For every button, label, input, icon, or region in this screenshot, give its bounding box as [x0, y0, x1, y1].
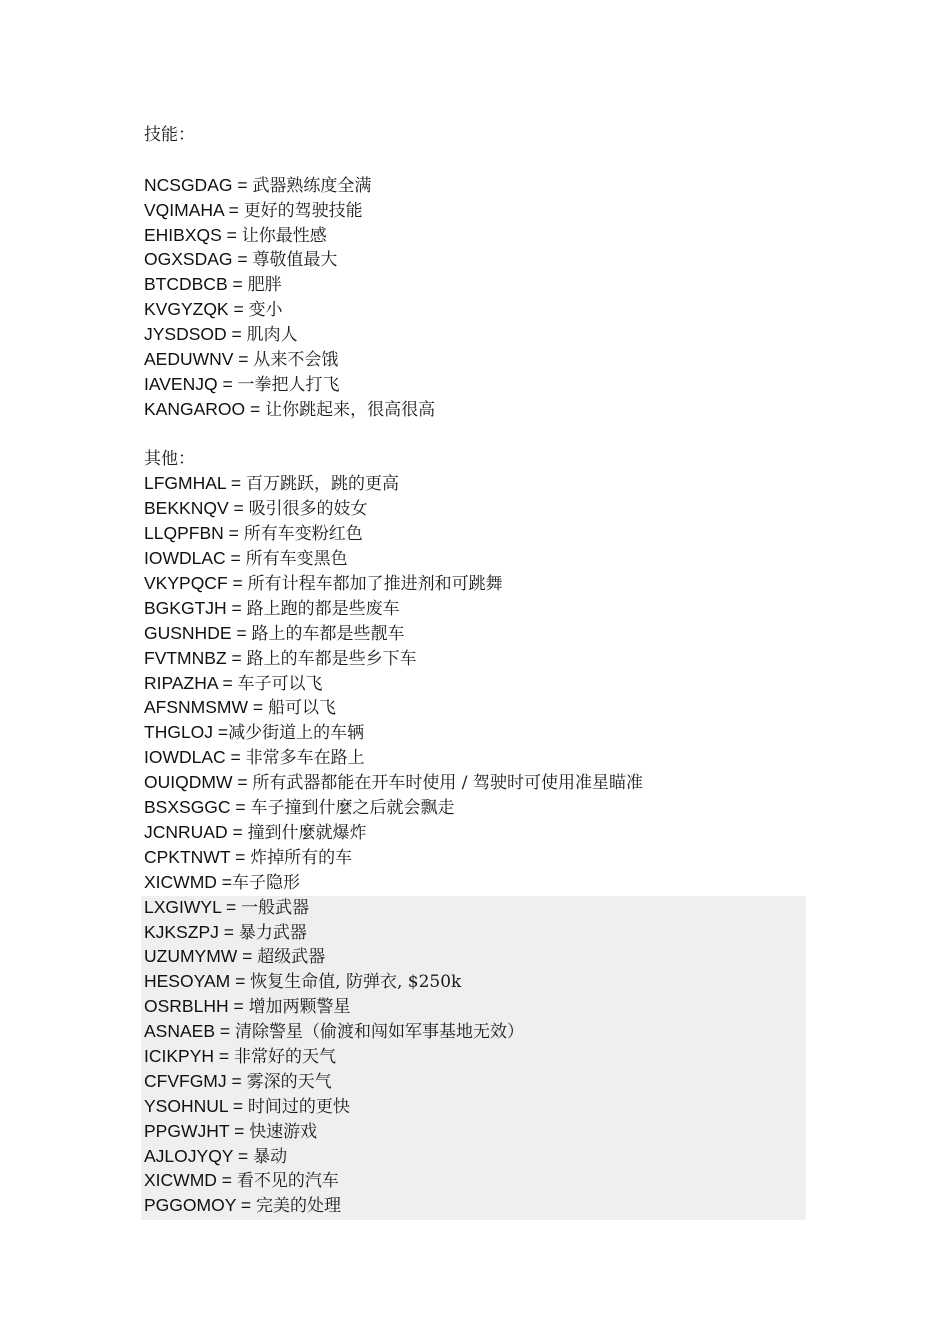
other-entry: [144, 496, 806, 521]
cheat-code: AFSNMSMW =: [144, 697, 268, 718]
cheat-code: AJLOJYQY =: [144, 1145, 254, 1166]
other-entry: [144, 671, 806, 696]
other-entry: [144, 521, 806, 546]
skills-heading: 技能：: [144, 125, 195, 145]
other-entry: [144, 845, 806, 870]
other-entry: [144, 745, 806, 770]
cheat-code: LXGIWYL =: [144, 896, 242, 917]
cheat-description: 一般武器: [241, 897, 310, 918]
skills-entry: [144, 372, 806, 397]
cheat-description: 更好的驾驶技能: [243, 200, 363, 221]
cheat-code: OGXSDAG =: [144, 249, 253, 270]
cheat-code: BSXSGGC =: [144, 797, 251, 818]
cheat-code: JYSDSOD =: [144, 324, 247, 345]
cheat-code: CFVFGMJ =: [144, 1070, 247, 1091]
highlighted-entry: [144, 1144, 806, 1169]
highlighted-entry: [144, 1044, 806, 1069]
cheat-description: 撞到什麼就爆炸: [247, 822, 367, 843]
cheat-code: HESOYAM =: [144, 971, 251, 992]
cheat-code: KANGAROO =: [144, 398, 266, 419]
cheat-code: IOWDLAC =: [144, 548, 246, 569]
cheat-description: 看不见的汽车: [236, 1171, 339, 1192]
highlighted-entry: [144, 1019, 806, 1044]
cheat-code: UZUMYMW =: [144, 946, 258, 967]
cheat-description: 一拳把人打飞: [237, 374, 340, 395]
cheat-description: 让你最性感: [241, 225, 327, 246]
cheat-code: OSRBLHH =: [144, 996, 249, 1017]
cheat-description: 所有车变黑色: [245, 549, 348, 570]
cheat-code: BGKGTJH =: [144, 597, 247, 618]
cheat-code: XICWMD =: [144, 871, 232, 892]
skills-entry: [144, 247, 806, 272]
highlighted-entry: [144, 1193, 806, 1218]
cheat-code: VKYPQCF =: [144, 573, 248, 594]
cheat-description: 车子可以飞: [237, 673, 323, 694]
cheat-code: IAVENJQ =: [144, 373, 238, 394]
highlighted-entry: [144, 969, 806, 994]
cheat-description: 尊敬值最大: [252, 250, 338, 271]
blank-line: [144, 422, 806, 447]
cheat-description: 肥胖: [247, 275, 282, 296]
cheat-code: LFGMHAL =: [144, 473, 246, 494]
cheat-description: 让你跳起来，很高很高: [265, 399, 436, 420]
cheat-description: 路上的车都是些乡下车: [246, 648, 417, 669]
cheat-code: AEDUWNV =: [144, 349, 254, 370]
cheat-description: 时间过的更快: [247, 1096, 350, 1117]
cheat-code: XICWMD =: [144, 1170, 237, 1191]
cheat-description: 所有车变粉红色: [243, 524, 363, 545]
cheat-description: 路上跑的都是些废车: [246, 598, 400, 619]
cheat-code: GUSNHDE =: [144, 622, 252, 643]
cheat-description: 快速游戏: [249, 1121, 318, 1142]
other-entry: [144, 621, 806, 646]
skills-entry: [144, 397, 806, 422]
skills-entry: [144, 272, 806, 297]
highlighted-entry: [144, 895, 806, 920]
cheat-description: 百万跳跃，跳的更高: [245, 474, 399, 495]
cheat-description: 非常多车在路上: [245, 748, 365, 769]
cheat-code: CPKTNWT =: [144, 846, 251, 867]
skills-entry: [144, 322, 806, 347]
other-entry: [144, 720, 806, 745]
cheat-code: PGGOMOY =: [144, 1195, 256, 1216]
cheat-description: 变小: [248, 300, 283, 321]
cheat-description: 路上的车都是些靓车: [251, 623, 405, 644]
cheat-code: YSOHNUL =: [144, 1095, 248, 1116]
cheat-description: 车子隐形: [232, 872, 300, 893]
other-entry: [144, 571, 806, 596]
cheat-code: BEKKNQV =: [144, 498, 249, 519]
other-entry: [144, 770, 806, 795]
skills-entry: [144, 173, 806, 198]
cheat-code: EHIBXQS =: [144, 224, 242, 245]
cheat-code: JCNRUAD =: [144, 821, 248, 842]
cheat-code: THGLOJ =: [144, 722, 229, 743]
cheat-code: PPGWJHT =: [144, 1120, 250, 1141]
cheat-description: 船可以飞: [267, 698, 336, 719]
cheat-description: 清除警星（偷渡和闯如军事基地无效）: [234, 1022, 524, 1043]
cheat-description: 车子撞到什麼之后就会飘走: [250, 798, 455, 819]
skills-entry: [144, 198, 806, 223]
cheat-description: 炸掉所有的车: [250, 847, 353, 868]
cheat-code: ASNAEB =: [144, 1021, 235, 1042]
cheat-code: NCSGDAG =: [144, 174, 253, 195]
other-entry: [144, 646, 806, 671]
other-entry: [144, 870, 806, 895]
cheat-code: OUIQDMW =: [144, 772, 253, 793]
cheat-description: 增加两颗警星: [248, 997, 351, 1018]
cheat-description: 武器熟练度全满: [252, 175, 372, 196]
cheat-code: IOWDLAC =: [144, 747, 246, 768]
cheat-description: 超级武器: [257, 947, 326, 968]
cheat-code: KVGYZQK =: [144, 299, 249, 320]
other-entry: [144, 471, 806, 496]
skills-entry: [144, 223, 806, 248]
highlighted-entry: [144, 994, 806, 1019]
cheat-code: ICIKPYH =: [144, 1045, 234, 1066]
skills-entry: [144, 297, 806, 322]
cheat-description: 所有计程车都加了推进剂和可跳舞: [247, 574, 503, 595]
other-entry: [144, 546, 806, 571]
cheat-description: 非常好的天气: [233, 1046, 336, 1067]
cheat-description: 肌肉人: [246, 325, 298, 346]
cheat-description: 所有武器都能在开车时使用 / 驾驶时可使用准星瞄准: [252, 773, 643, 794]
other-entry: [144, 596, 806, 621]
cheat-list: [144, 123, 806, 1218]
highlighted-entry: [144, 1094, 806, 1119]
other-entry: [144, 795, 806, 820]
highlighted-entry: [144, 944, 806, 969]
cheat-description: 恢复生命值, 防弹衣, $250k: [250, 972, 462, 993]
cheat-code: VQIMAHA =: [144, 199, 244, 220]
cheat-code: BTCDBCB =: [144, 274, 248, 295]
highlighted-entry: [144, 920, 806, 945]
other-entry: [144, 695, 806, 720]
skills-entry: [144, 347, 806, 372]
blank-line: [144, 148, 806, 173]
cheat-description: 吸引很多的妓女: [248, 499, 368, 520]
cheat-description: 完美的处理: [256, 1196, 341, 1217]
other-heading: 其他：: [144, 448, 195, 469]
cheat-description: 雾深的天气: [246, 1071, 332, 1092]
cheat-code: LLQPFBN =: [144, 523, 244, 544]
cheat-description: 从来不会饿: [253, 350, 339, 371]
highlighted-entry: [144, 1119, 806, 1144]
highlighted-entry: [144, 1069, 806, 1094]
cheat-description: 暴动: [253, 1146, 288, 1167]
highlighted-entry: [144, 1168, 806, 1193]
cheat-code: FVTMNBZ =: [144, 647, 247, 668]
cheat-description: 减少街道上的车辆: [228, 723, 365, 744]
cheat-code: RIPAZHA =: [144, 672, 238, 693]
cheat-description: 暴力武器: [238, 922, 307, 943]
other-entry: [144, 820, 806, 845]
cheat-code: KJKSZPJ =: [144, 921, 239, 942]
